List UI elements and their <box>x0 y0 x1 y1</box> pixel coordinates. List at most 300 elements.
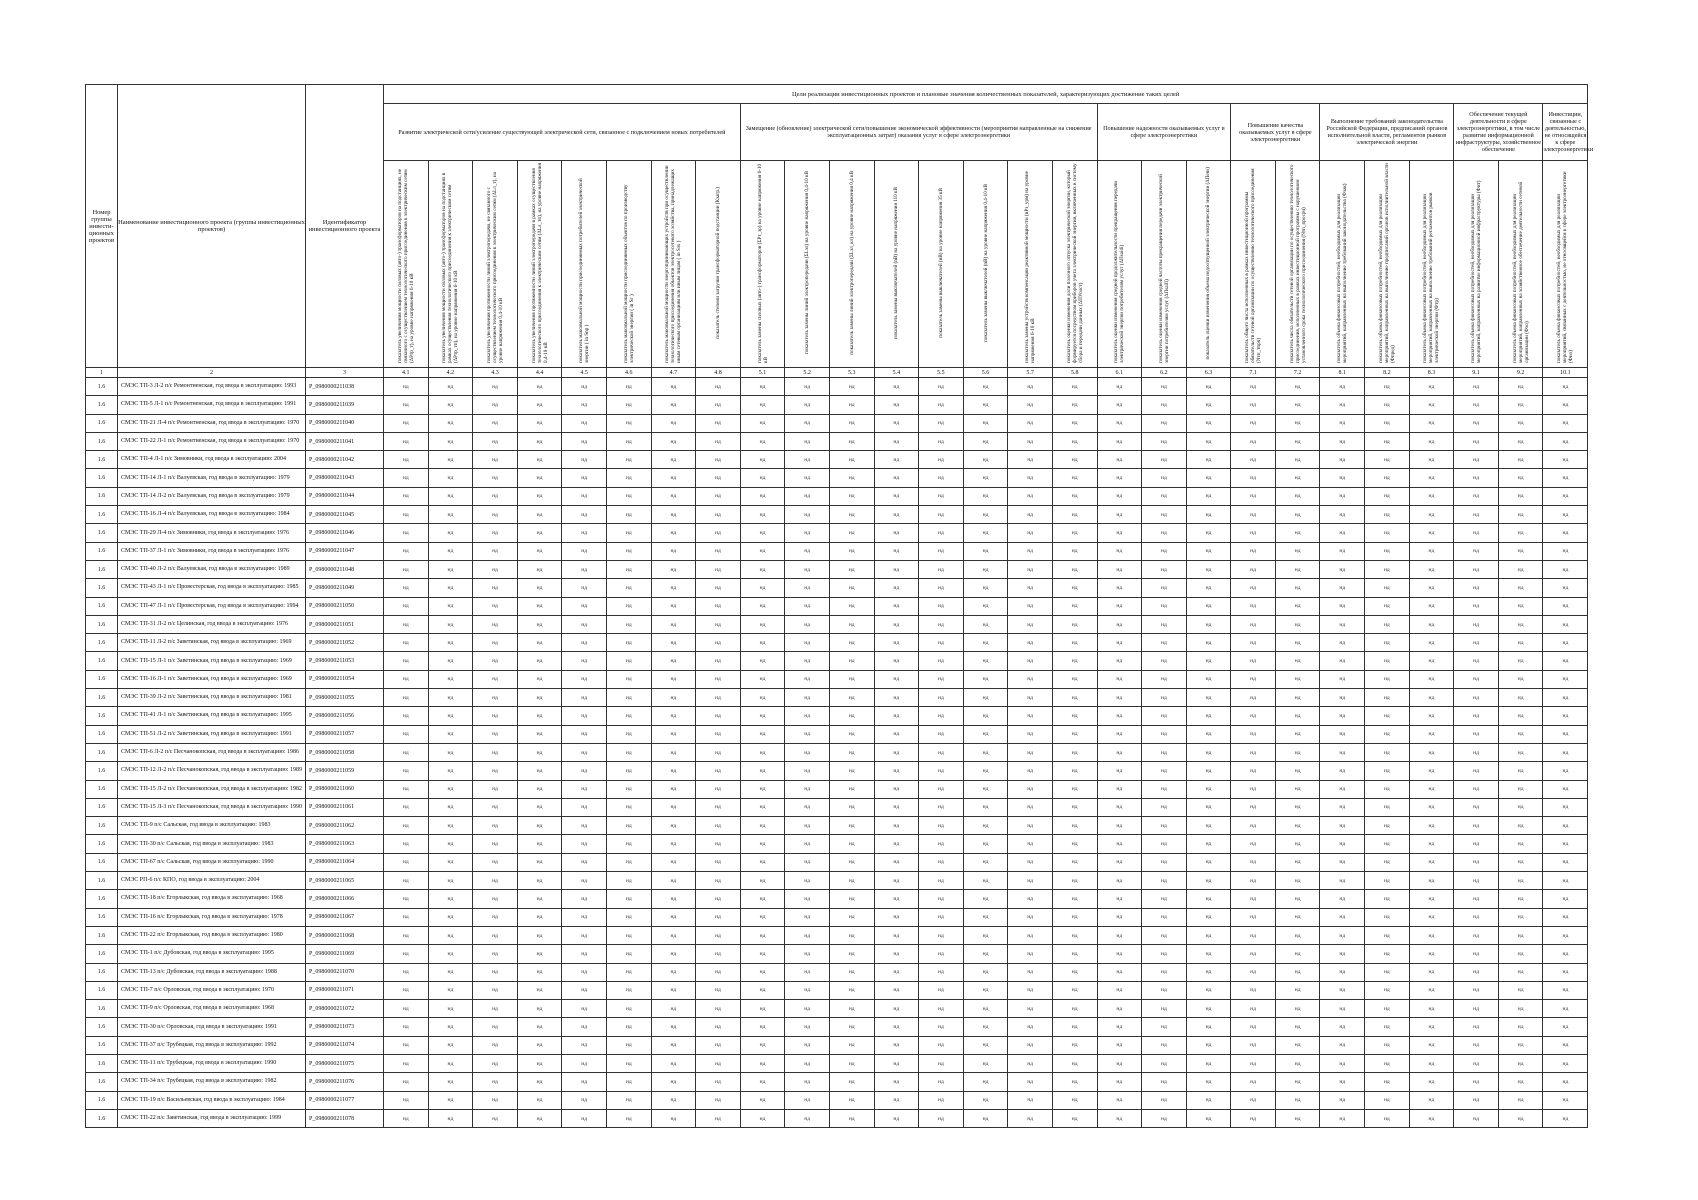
indicator-value-cell: нд <box>1454 926 1499 944</box>
column-number: 4.5 <box>562 368 607 378</box>
indicator-value-cell: нд <box>1454 506 1499 524</box>
indicator-value-cell: нд <box>1186 432 1231 450</box>
indicator-value-cell: нд <box>517 707 562 725</box>
indicator-value-cell: нд <box>1320 835 1365 853</box>
indicator-value-cell: нд <box>384 725 429 743</box>
table-row <box>86 689 1588 707</box>
indicator-value-cell: нд <box>1052 780 1097 798</box>
indicator-value-cell: нд <box>1320 1036 1365 1054</box>
indicator-value-cell: нд <box>829 469 874 487</box>
group-number-cell: 1.6 <box>86 707 118 725</box>
indicator-value-cell: нд <box>1186 945 1231 963</box>
indicator-value-cell: нд <box>874 963 919 981</box>
table-row <box>86 1073 1588 1091</box>
indicator-value-cell: нд <box>785 945 830 963</box>
indicator-value-cell: нд <box>963 378 1008 396</box>
indicator-value-cell: нд <box>1142 743 1187 761</box>
indicator-value-cell: нд <box>1454 469 1499 487</box>
indicator-value-cell: нд <box>1409 469 1454 487</box>
indicator-value-cell: нд <box>740 506 785 524</box>
indicator-value-cell: нд <box>1409 872 1454 890</box>
indicator-label: показатель увеличения мощности силовых (авто-) трансформаторов на подстанциях, не связанного с осуществлением технологического присоединения к электрическим сетям (ΔPтр_т), на уровне напряжения 6-10 кВ <box>396 168 415 363</box>
group-number-cell: 1.6 <box>86 689 118 707</box>
project-name-cell: СМЭС ТП-3 Л-2 п/с Ремонтненская, год ввода в эксплуатацию: 1993 <box>118 378 306 396</box>
indicator-value-cell: нд <box>1008 378 1053 396</box>
indicator-value-cell: нд <box>740 451 785 469</box>
indicator-value-cell: нд <box>1543 597 1588 615</box>
project-id-cell: P_0980000211068 <box>306 926 384 944</box>
indicator-value-cell: нд <box>1097 689 1142 707</box>
indicator-value-cell: нд <box>428 981 473 999</box>
indicator-value-cell: нд <box>1543 780 1588 798</box>
indicator-value-cell: нд <box>428 890 473 908</box>
indicator-value-cell: нд <box>1142 1109 1187 1127</box>
indicator-value-cell: нд <box>696 1109 741 1127</box>
indicator-value-cell: нд <box>1142 634 1187 652</box>
indicator-header <box>1008 161 1053 368</box>
indicator-value-cell: нд <box>651 780 696 798</box>
indicator-value-cell: нд <box>919 817 964 835</box>
indicator-value-cell: нд <box>785 780 830 798</box>
indicator-value-cell: нд <box>473 1000 518 1018</box>
indicator-value-cell: нд <box>1543 890 1588 908</box>
indicator-value-cell: нд <box>1097 1091 1142 1109</box>
indicator-value-cell: нд <box>1052 1073 1097 1091</box>
indicator-value-cell: нд <box>384 487 429 505</box>
indicator-value-cell: нд <box>1365 451 1410 469</box>
indicator-value-cell: нд <box>384 1054 429 1072</box>
indicator-value-cell: нд <box>1454 743 1499 761</box>
indicator-value-cell: нд <box>1008 1109 1053 1127</box>
indicator-value-cell: нд <box>428 670 473 688</box>
indicator-value-cell: нд <box>1320 487 1365 505</box>
table-row <box>86 432 1588 450</box>
project-id-cell: P_0980000211046 <box>306 524 384 542</box>
column-number: 5.1 <box>740 368 785 378</box>
indicator-value-cell: нд <box>829 890 874 908</box>
indicator-value-cell: нд <box>874 579 919 597</box>
indicator-value-cell: нд <box>384 762 429 780</box>
indicator-value-cell: нд <box>428 872 473 890</box>
indicator-value-cell: нд <box>919 872 964 890</box>
indicator-value-cell: нд <box>606 1073 651 1091</box>
indicator-value-cell: нд <box>1142 1018 1187 1036</box>
indicator-value-cell: нд <box>1097 542 1142 560</box>
group-number-cell: 1.6 <box>86 1054 118 1072</box>
indicator-value-cell: нд <box>1543 1018 1588 1036</box>
indicator-value-cell: нд <box>562 506 607 524</box>
project-name-cell: СМЭС ТП-29 Л-4 п/с Зимовники, год ввода в эксплуатацию: 1976 <box>118 524 306 542</box>
indicator-value-cell: нд <box>829 506 874 524</box>
indicator-value-cell: нд <box>384 981 429 999</box>
indicator-value-cell: нд <box>696 707 741 725</box>
indicator-value-cell: нд <box>829 798 874 816</box>
indicator-value-cell: нд <box>963 506 1008 524</box>
indicator-value-cell: нд <box>1008 743 1053 761</box>
indicator-value-cell: нд <box>428 908 473 926</box>
indicator-value-cell: нд <box>1498 1073 1543 1091</box>
indicator-value-cell: нд <box>829 926 874 944</box>
indicator-value-cell: нд <box>785 451 830 469</box>
indicator-value-cell: нд <box>651 451 696 469</box>
indicator-value-cell: нд <box>606 1109 651 1127</box>
indicator-value-cell: нд <box>651 743 696 761</box>
indicator-value-cell: нд <box>1097 524 1142 542</box>
indicator-value-cell: нд <box>1498 981 1543 999</box>
indicator-value-cell: нд <box>562 560 607 578</box>
table-row <box>86 926 1588 944</box>
indicator-value-cell: нд <box>517 835 562 853</box>
indicator-value-cell: нд <box>1142 378 1187 396</box>
indicator-value-cell: нд <box>1275 524 1320 542</box>
indicator-value-cell: нд <box>1231 1073 1276 1091</box>
indicator-value-cell: нд <box>1320 707 1365 725</box>
indicator-value-cell: нд <box>874 414 919 432</box>
indicator-value-cell: нд <box>1275 743 1320 761</box>
indicator-value-cell: нд <box>1052 743 1097 761</box>
column-number: 6.1 <box>1097 368 1142 378</box>
indicator-value-cell: нд <box>517 542 562 560</box>
indicator-value-cell: нд <box>963 725 1008 743</box>
indicator-value-cell: нд <box>651 890 696 908</box>
indicator-value-cell: нд <box>1409 981 1454 999</box>
column-number: 5.5 <box>919 368 964 378</box>
table-row <box>86 817 1588 835</box>
column-number: 5.3 <box>829 368 874 378</box>
indicator-value-cell: нд <box>1320 414 1365 432</box>
indicator-value-cell: нд <box>1498 817 1543 835</box>
indicator-value-cell: нд <box>651 707 696 725</box>
indicator-value-cell: нд <box>740 469 785 487</box>
indicator-value-cell: нд <box>606 396 651 414</box>
indicator-value-cell: нд <box>785 707 830 725</box>
indicator-value-cell: нд <box>1231 908 1276 926</box>
indicator-value-cell: нд <box>1008 1073 1053 1091</box>
indicator-value-cell: нд <box>606 670 651 688</box>
indicator-value-cell: нд <box>696 1018 741 1036</box>
indicator-value-cell: нд <box>1142 707 1187 725</box>
indicator-value-cell: нд <box>1498 963 1543 981</box>
indicator-value-cell: нд <box>874 1054 919 1072</box>
indicator-value-cell: нд <box>384 689 429 707</box>
goals-header: Цели реализации инвестиционных проектов и плановые значения количественных показателей, характеризующих достижение таких целей <box>384 85 1588 104</box>
indicator-label: показатель объема финансовых потребностей, необходимых для реализации мероприятий, направленных на развитие информационной инфраструктуры (Фит) <box>1470 180 1483 363</box>
indicator-value-cell: нд <box>1320 981 1365 999</box>
indicator-value-cell: нд <box>428 469 473 487</box>
indicator-value-cell: нд <box>1275 1036 1320 1054</box>
indicator-value-cell: нд <box>1365 487 1410 505</box>
indicator-value-cell: нд <box>606 890 651 908</box>
indicator-value-cell: нд <box>1052 670 1097 688</box>
indicator-value-cell: нд <box>1097 890 1142 908</box>
indicator-value-cell: нд <box>874 560 919 578</box>
indicator-value-cell: нд <box>740 396 785 414</box>
indicator-header <box>829 161 874 368</box>
indicator-value-cell: нд <box>1052 689 1097 707</box>
indicator-header <box>651 161 696 368</box>
indicator-value-cell: нд <box>696 487 741 505</box>
indicator-value-cell: нд <box>919 689 964 707</box>
indicator-value-cell: нд <box>428 524 473 542</box>
indicator-value-cell: нд <box>1275 1091 1320 1109</box>
indicator-value-cell: нд <box>384 945 429 963</box>
indicator-value-cell: нд <box>1231 615 1276 633</box>
indicator-value-cell: нд <box>874 762 919 780</box>
indicator-value-cell: нд <box>919 981 964 999</box>
indicator-value-cell: нд <box>1052 378 1097 396</box>
indicator-value-cell: нд <box>963 396 1008 414</box>
indicator-value-cell: нд <box>829 743 874 761</box>
indicator-value-cell: нд <box>1142 487 1187 505</box>
indicator-value-cell: нд <box>874 378 919 396</box>
indicator-value-cell: нд <box>785 981 830 999</box>
indicator-value-cell: нд <box>919 1000 964 1018</box>
indicator-value-cell: нд <box>473 414 518 432</box>
indicator-value-cell: нд <box>1097 615 1142 633</box>
group-number-cell: 1.6 <box>86 780 118 798</box>
project-name-cell: СМЭС ТП-22 п/с Егорлыкская, год ввода в эксплуатацию: 1980 <box>118 926 306 944</box>
indicator-value-cell: нд <box>740 762 785 780</box>
indicator-value-cell: нд <box>696 652 741 670</box>
indicator-value-cell: нд <box>1097 945 1142 963</box>
indicator-value-cell: нд <box>1454 597 1499 615</box>
indicator-value-cell: нд <box>1231 890 1276 908</box>
indicator-value-cell: нд <box>1275 926 1320 944</box>
indicator-value-cell: нд <box>919 780 964 798</box>
indicator-value-cell: нд <box>517 414 562 432</box>
table-row <box>86 1091 1588 1109</box>
indicator-value-cell: нд <box>1320 634 1365 652</box>
indicator-value-cell: нд <box>562 432 607 450</box>
indicator-value-cell: нд <box>740 780 785 798</box>
indicator-label: показатель объема финансовых потребностей, необходимых для реализации мероприятий, направленных на выполнение предписаний органов исполнительной власти (Фпред) <box>1377 163 1396 363</box>
indicator-value-cell: нд <box>562 963 607 981</box>
indicator-value-cell: нд <box>1142 853 1187 871</box>
indicator-value-cell: нд <box>1365 853 1410 871</box>
goal-group-header: Развитие электрической сети/усиление существующей электрической сети, связанное с подключением новых потребителей <box>384 104 741 161</box>
group-number-cell: 1.6 <box>86 652 118 670</box>
indicator-value-cell: нд <box>1186 670 1231 688</box>
project-id-cell: P_0980000211069 <box>306 945 384 963</box>
indicator-value-cell: нд <box>1052 963 1097 981</box>
project-id-cell: P_0980000211047 <box>306 542 384 560</box>
indicator-value-cell: нд <box>1142 798 1187 816</box>
indicator-value-cell: нд <box>562 725 607 743</box>
indicator-value-cell: нд <box>473 506 518 524</box>
indicator-value-cell: нд <box>829 1018 874 1036</box>
indicator-value-cell: нд <box>1320 597 1365 615</box>
indicator-value-cell: нд <box>829 560 874 578</box>
project-name-cell: СМЭС ТП-7 п/с Орловская, год ввода в эксплуатацию: 1970 <box>118 981 306 999</box>
indicator-value-cell: нд <box>1275 981 1320 999</box>
indicator-value-cell: нд <box>1186 872 1231 890</box>
indicator-value-cell: нд <box>1008 597 1053 615</box>
indicator-value-cell: нд <box>963 1109 1008 1127</box>
indicator-value-cell: нд <box>919 926 964 944</box>
indicator-value-cell: нд <box>1186 725 1231 743</box>
project-name-cell: СМЭС ТП-14 Л-1 п/с Валуевская, год ввода в эксплуатацию: 1979 <box>118 469 306 487</box>
indicator-value-cell: нд <box>1543 725 1588 743</box>
indicator-value-cell: нд <box>919 506 964 524</box>
project-id-cell: P_0980000211055 <box>306 689 384 707</box>
indicator-header <box>1275 161 1320 368</box>
indicator-value-cell: нд <box>1231 524 1276 542</box>
indicator-value-cell: нд <box>517 1091 562 1109</box>
indicator-value-cell: нд <box>1142 1036 1187 1054</box>
indicator-value-cell: нд <box>1142 890 1187 908</box>
indicator-value-cell: нд <box>606 926 651 944</box>
indicator-value-cell: нд <box>696 1000 741 1018</box>
indicator-value-cell: нд <box>1275 798 1320 816</box>
indicator-value-cell: нд <box>428 707 473 725</box>
indicator-header <box>1142 161 1187 368</box>
indicator-value-cell: нд <box>1275 652 1320 670</box>
indicator-value-cell: нд <box>696 743 741 761</box>
indicator-value-cell: нд <box>1052 725 1097 743</box>
indicator-value-cell: нд <box>1498 890 1543 908</box>
indicator-value-cell: нд <box>1498 396 1543 414</box>
indicator-label: показатель максимальной мощности энергопринимающих устройств при осуществлении технологического присоединения объектов электросетевого хозяйства, принадлежащих иным сетевым организациям или иным лицам ( in Sэх ) <box>664 165 683 363</box>
indicator-value-cell: нд <box>785 1036 830 1054</box>
indicator-value-cell: нд <box>1052 432 1097 450</box>
indicator-value-cell: нд <box>606 707 651 725</box>
indicator-value-cell: нд <box>384 652 429 670</box>
indicator-value-cell: нд <box>428 634 473 652</box>
indicator-value-cell: нд <box>517 798 562 816</box>
indicator-value-cell: нд <box>740 689 785 707</box>
indicator-value-cell: нд <box>651 1073 696 1091</box>
indicator-label: показатель объема финансовых потребностей, необходимых для реализации мероприятий, направленных на хозяйственное обеспечение деятельности сетевой организации (Фхо) <box>1511 181 1530 363</box>
indicator-value-cell: нд <box>963 560 1008 578</box>
indicator-value-cell: нд <box>384 396 429 414</box>
indicator-value-cell: нд <box>740 835 785 853</box>
indicator-value-cell: нд <box>740 817 785 835</box>
indicator-value-cell: нд <box>1008 524 1053 542</box>
indicator-value-cell: нд <box>963 597 1008 615</box>
indicator-value-cell: нд <box>517 1036 562 1054</box>
column-number: 9.2 <box>1498 368 1543 378</box>
indicator-value-cell: нд <box>696 396 741 414</box>
indicator-value-cell: нд <box>1052 542 1097 560</box>
indicator-value-cell: нд <box>517 890 562 908</box>
indicator-value-cell: нд <box>1231 670 1276 688</box>
indicator-header <box>517 161 562 368</box>
indicator-value-cell: нд <box>829 1073 874 1091</box>
indicator-value-cell: нд <box>428 689 473 707</box>
indicator-value-cell: нд <box>1186 1073 1231 1091</box>
indicator-value-cell: нд <box>1498 835 1543 853</box>
indicator-value-cell: нд <box>696 835 741 853</box>
indicator-value-cell: нд <box>963 451 1008 469</box>
indicator-value-cell: нд <box>829 1091 874 1109</box>
project-name-cell: СМЭС ТП-51 Л-2 п/с Заветинская, год ввода в эксплуатацию: 1991 <box>118 725 306 743</box>
indicator-value-cell: нд <box>919 1091 964 1109</box>
project-name-cell: СМЭС ТП-30 п/с Сальская, год ввода в эксплуатацию: 1983 <box>118 835 306 853</box>
indicator-value-cell: нд <box>1275 506 1320 524</box>
table-header <box>86 85 1594 378</box>
table-row <box>86 670 1588 688</box>
project-name-cell: СМЭС ТП-11 Л-2 п/с Заветинская, год ввода в эксплуатацию: 1969 <box>118 634 306 652</box>
indicator-value-cell: нд <box>1454 945 1499 963</box>
indicator-value-cell: нд <box>1142 1000 1187 1018</box>
indicator-value-cell: нд <box>1320 1000 1365 1018</box>
indicator-value-cell: нд <box>606 981 651 999</box>
indicator-value-cell: нд <box>1052 579 1097 597</box>
indicator-value-cell: нд <box>1498 1109 1543 1127</box>
indicator-value-cell: нд <box>740 432 785 450</box>
group-number-cell: 1.6 <box>86 634 118 652</box>
indicator-header <box>963 161 1008 368</box>
indicator-value-cell: нд <box>562 579 607 597</box>
project-name-cell: СМЭС ТП-47 Л-1 п/с Провестерская, год ввода в эксплуатацию: 1994 <box>118 597 306 615</box>
indicator-value-cell: нд <box>874 1091 919 1109</box>
indicator-value-cell: нд <box>963 798 1008 816</box>
indicator-header <box>473 161 518 368</box>
indicator-value-cell: нд <box>606 451 651 469</box>
indicator-value-cell: нд <box>1231 432 1276 450</box>
indicator-value-cell: нд <box>919 652 964 670</box>
indicator-value-cell: нд <box>1365 378 1410 396</box>
indicator-value-cell: нд <box>1498 469 1543 487</box>
indicator-value-cell: нд <box>963 926 1008 944</box>
indicator-value-cell: нд <box>1409 890 1454 908</box>
indicator-value-cell: нд <box>1454 615 1499 633</box>
indicator-value-cell: нд <box>963 652 1008 670</box>
indicator-value-cell: нд <box>829 597 874 615</box>
indicator-value-cell: нд <box>1231 1091 1276 1109</box>
indicator-value-cell: нд <box>1498 872 1543 890</box>
indicator-value-cell: нд <box>1454 890 1499 908</box>
indicator-value-cell: нд <box>606 872 651 890</box>
indicator-value-cell: нд <box>1409 1109 1454 1127</box>
indicator-value-cell: нд <box>1409 853 1454 871</box>
indicator-value-cell: нд <box>1365 689 1410 707</box>
column-number: 6.3 <box>1186 368 1231 378</box>
indicator-value-cell: нд <box>473 1109 518 1127</box>
group-number-cell: 1.6 <box>86 743 118 761</box>
indicator-value-cell: нд <box>829 634 874 652</box>
indicator-value-cell: нд <box>428 743 473 761</box>
indicator-value-cell: нд <box>874 451 919 469</box>
investment-goals-table <box>85 84 1594 1128</box>
project-name-cell: СМЭС РП-6 п/с КПО, год ввода в эксплуатацию: 2004 <box>118 872 306 890</box>
indicator-value-cell: нд <box>1498 1018 1543 1036</box>
indicator-value-cell: нд <box>1320 1091 1365 1109</box>
indicator-value-cell: нд <box>1186 469 1231 487</box>
indicator-value-cell: нд <box>473 963 518 981</box>
indicator-value-cell: нд <box>1231 1109 1276 1127</box>
indicator-value-cell: нд <box>1320 615 1365 633</box>
indicator-value-cell: нд <box>919 615 964 633</box>
column-number: 4.3 <box>473 368 518 378</box>
indicator-value-cell: нд <box>1008 908 1053 926</box>
indicator-value-cell: нд <box>562 908 607 926</box>
indicator-value-cell: нд <box>1543 378 1588 396</box>
indicator-value-cell: нд <box>874 432 919 450</box>
indicator-value-cell: нд <box>428 615 473 633</box>
indicator-value-cell: нд <box>1365 652 1410 670</box>
indicator-value-cell: нд <box>1543 743 1588 761</box>
indicator-value-cell: нд <box>384 798 429 816</box>
indicator-value-cell: нд <box>919 560 964 578</box>
indicator-value-cell: нд <box>606 835 651 853</box>
indicator-value-cell: нд <box>963 817 1008 835</box>
indicator-value-cell: нд <box>651 817 696 835</box>
indicator-value-cell: нд <box>651 378 696 396</box>
project-id-cell: P_0980000211052 <box>306 634 384 652</box>
indicator-value-cell: нд <box>1052 762 1097 780</box>
table-row <box>86 1054 1588 1072</box>
